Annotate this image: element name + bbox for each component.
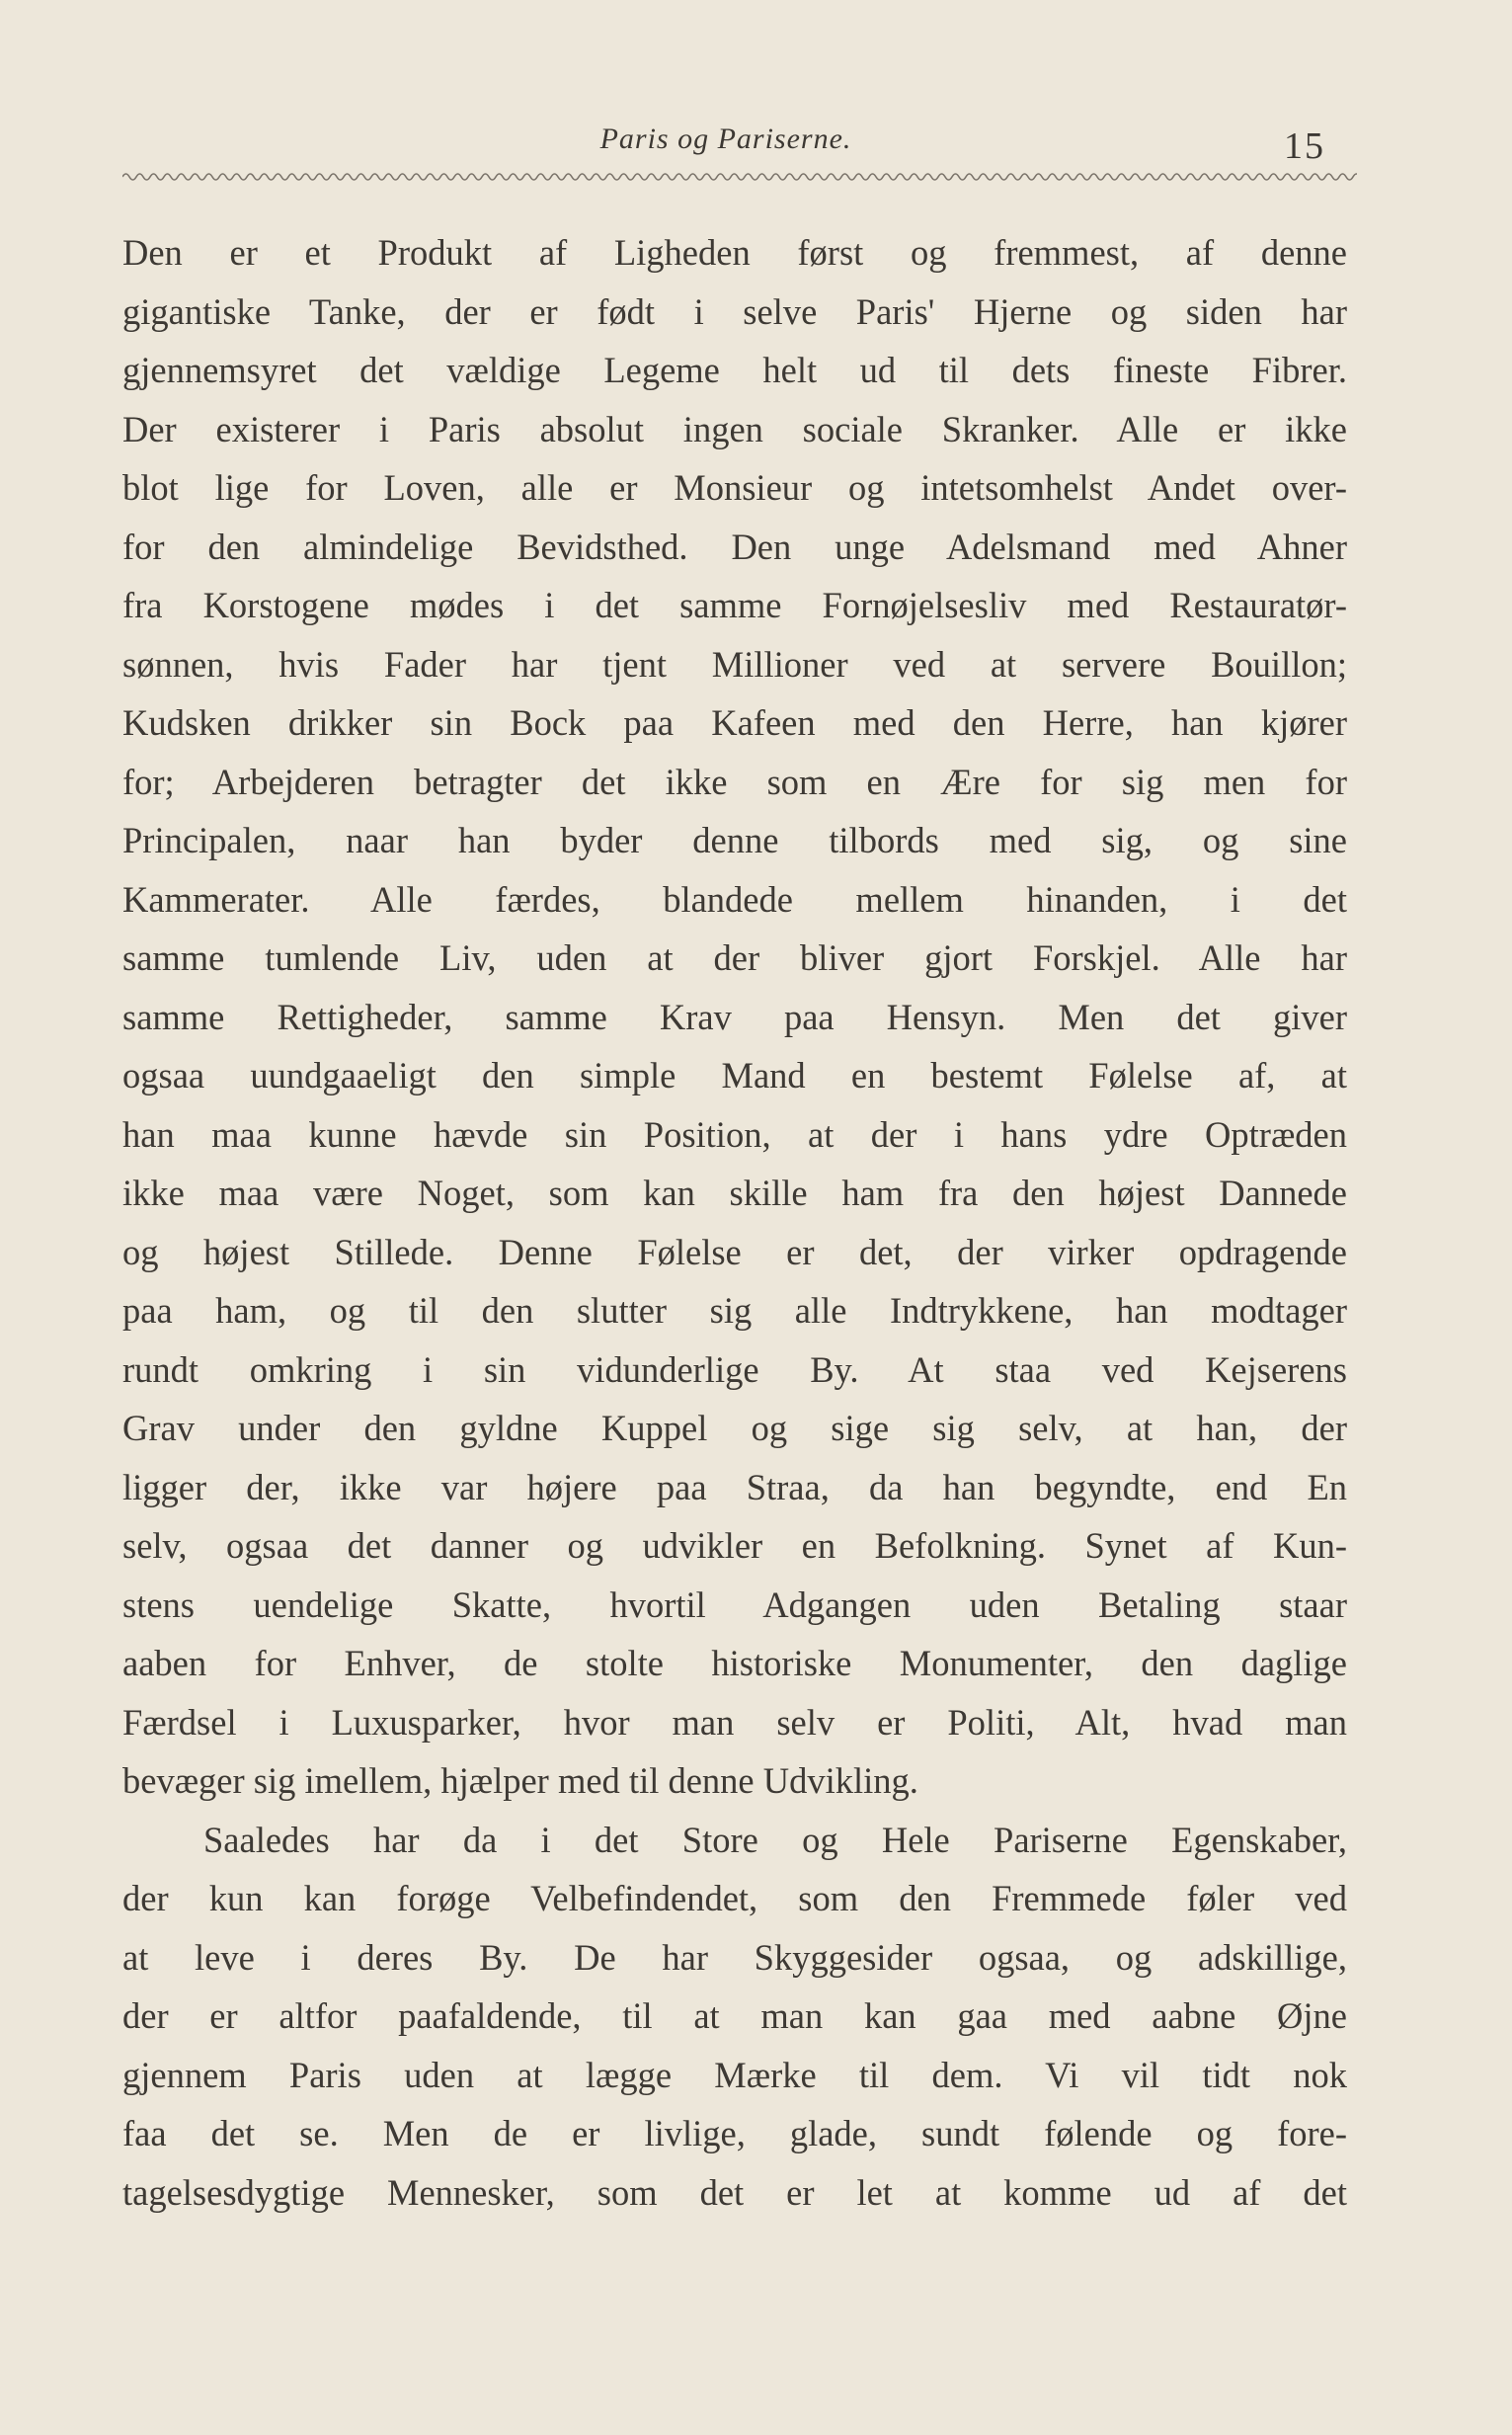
text-line: aaben for Enhver, de stolte historiske Monumenter, den daglige <box>122 1643 1347 1683</box>
text-line: for; Arbejderen betragter det ikke som en Ære for sig men for <box>122 761 1347 802</box>
text-line: og højest Stillede. Denne Følelse er det, der virker opdragende <box>122 1231 1347 1272</box>
text-line: fra Korstogene mødes i det samme Fornøjelsesliv med Restauratør- <box>122 585 1347 625</box>
text-line: Der existerer i Paris absolut ingen sociale Skranker. Alle er ikke <box>122 408 1347 449</box>
text-line: der er altfor paafaldende, til at man kan gaa med aabne Øjne <box>122 1995 1347 2036</box>
text-line: paa ham, og til den slutter sig alle Indtrykkene, han modtager <box>122 1290 1347 1331</box>
text-line: Kammerater. Alle færdes, blandede mellem hinanden, i det <box>122 878 1347 920</box>
running-title: Paris og Pariserne. <box>599 122 852 155</box>
text-line: Færdsel i Luxusparker, hvor man selv er Politi, Alt, hvad man <box>122 1701 1347 1743</box>
text-line: der kun kan forøge Velbefindendet, som den Fremmede føler ved <box>122 1878 1347 1918</box>
body-text <box>122 223 1347 2222</box>
text-line: samme tumlende Liv, uden at der bliver gjort Forskjel. Alle har <box>122 937 1347 978</box>
text-line: sønnen, hvis Fader har tjent Millioner ved at servere Bouillon; <box>122 643 1347 685</box>
text-line: bevæger sig imellem, hjælper med til denne Udvikling. <box>122 1760 918 1801</box>
text-line: rundt omkring i sin vidunderlige By. At staa ved Kejserens <box>122 1348 1347 1390</box>
text-line: tagelsesdygtige Mennesker, som det er let at komme ud af det <box>122 2171 1347 2213</box>
text-line: for den almindelige Bevidsthed. Den unge Adelsmand med Ahner <box>122 526 1347 567</box>
text-line: blot lige for Loven, alle er Monsieur og intetsomhelst Andet over- <box>122 467 1347 508</box>
text-line: stens uendelige Skatte, hvortil Adgangen uden Betaling staar <box>122 1583 1347 1625</box>
text-line: ligger der, ikke var højere paa Straa, da han begyndte, end En <box>122 1466 1347 1507</box>
text-line: faa det se. Men de er livlige, glade, sundt følende og fore- <box>122 2113 1347 2153</box>
text-line: Grav under den gyldne Kuppel og sige sig selv, at han, der <box>122 1408 1347 1448</box>
text-line: at leve i deres By. De har Skyggesider ogsaa, og adskillige, <box>122 1936 1347 1978</box>
text-line: gigantiske Tanke, der er født i selve Paris' Hjerne og siden har <box>122 290 1347 332</box>
text-line: Principalen, naar han byder denne tilbords med sig, og sine <box>122 820 1347 860</box>
text-line: Saaledes har da i det Store og Hele Pariserne Egenskaber, <box>203 1819 1347 1860</box>
text-line: gjennemsyret det vældige Legeme helt ud til dets fineste Fibrer. <box>122 350 1347 390</box>
running-head <box>0 109 1512 168</box>
text-line: gjennem Paris uden at lægge Mærke til dem. Vi vil tidt nok <box>122 2054 1347 2095</box>
text-line: Kudsken drikker sin Bock paa Kafeen med den Herre, han kjører <box>122 702 1347 743</box>
text-line: han maa kunne hævde sin Position, at der i hans ydre Optræden <box>122 1113 1347 1155</box>
text-line: samme Rettigheder, samme Krav paa Hensyn. Men det giver <box>122 996 1347 1037</box>
page-number: 15 <box>1284 125 1325 167</box>
text-line: ogsaa uundgaaeligt den simple Mand en bestemt Følelse af, at <box>122 1055 1347 1096</box>
text-line: selv, ogsaa det danner og udvikler en Befolkning. Synet af Kun- <box>122 1525 1347 1566</box>
decorative-wavy-rule <box>122 170 1357 184</box>
text-line: Den er et Produkt af Ligheden først og fremmest, af denne <box>122 232 1347 273</box>
text-line: ikke maa være Noget, som kan skille ham fra den højest Dannede <box>122 1173 1347 1213</box>
